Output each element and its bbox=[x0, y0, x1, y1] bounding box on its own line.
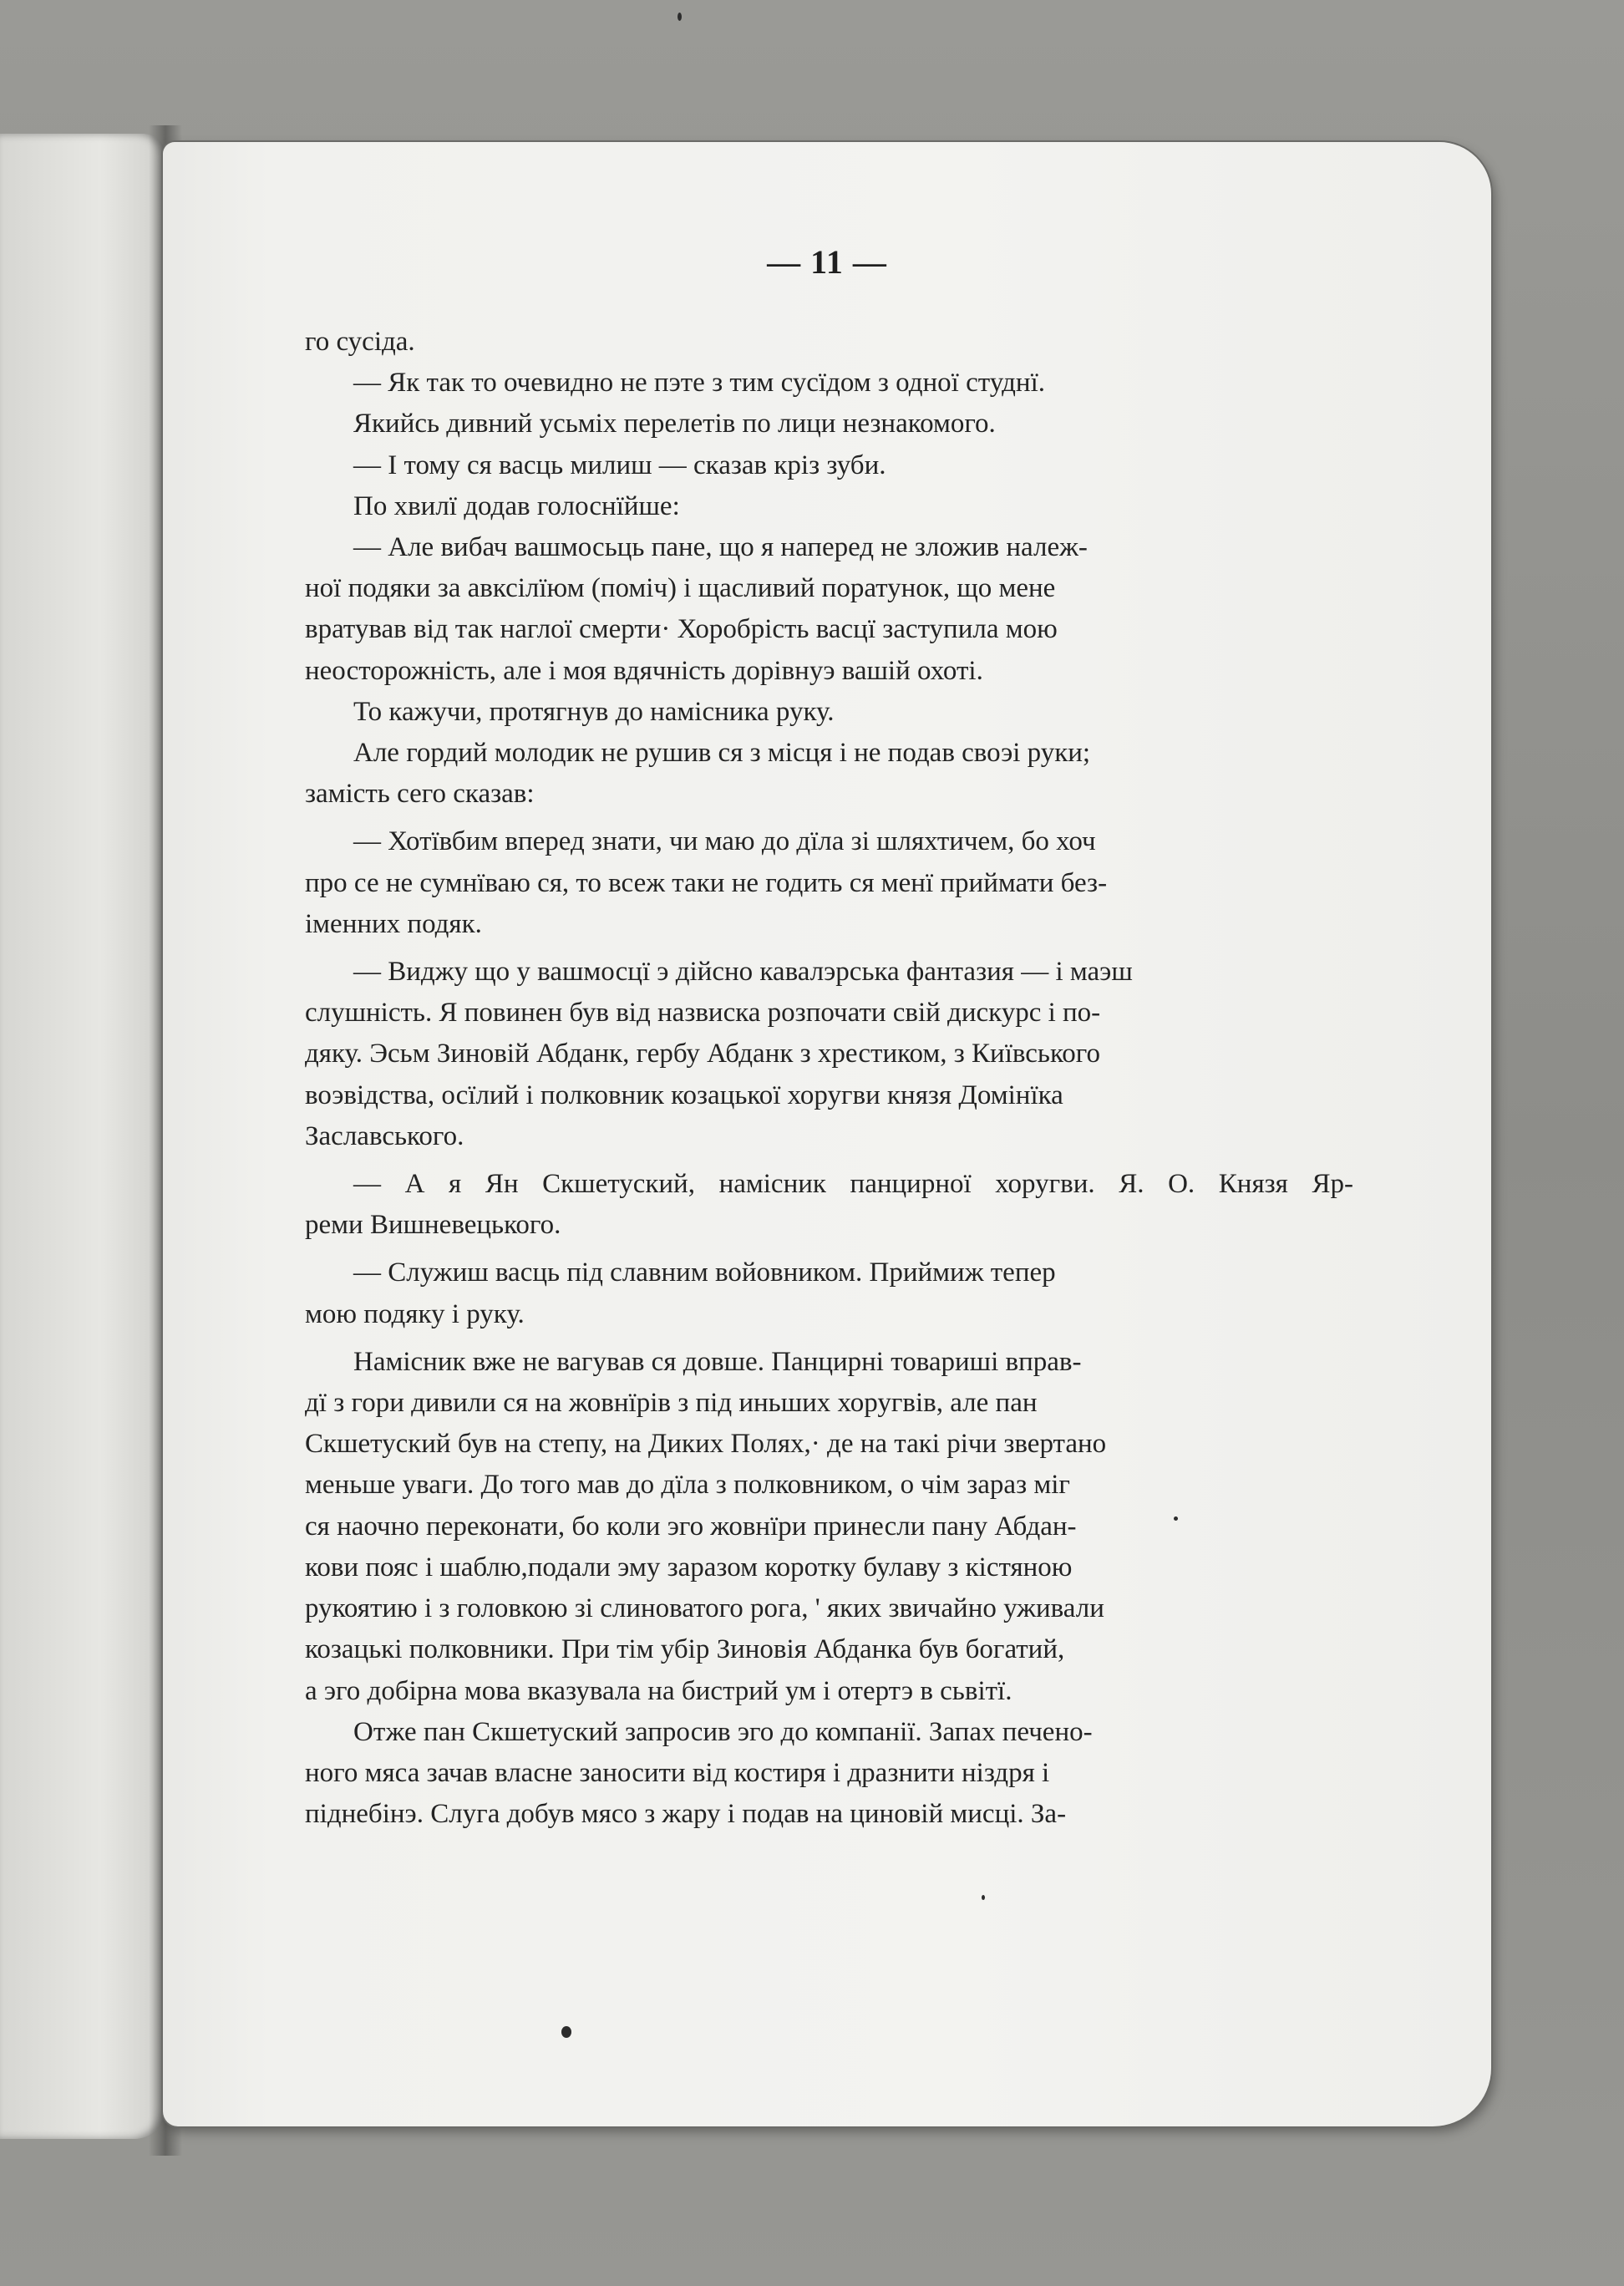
text-line: дї з гори дивили ся на жовнїрів з під иньших хоругвів, але пан bbox=[305, 1388, 1038, 1419]
text-line: — Хотївбим вперед знати, чи маю до дїла зі шляхтичем, бо хоч bbox=[353, 826, 1096, 857]
left-page-edge bbox=[0, 134, 167, 2139]
text-line: меньше уваги. До того мав до дїла з полковником, о чім зараз міг bbox=[305, 1470, 1070, 1501]
text-line: — Виджу що у вашмосцї э дійсно кавалэрська фантазия — і маэш bbox=[353, 957, 1133, 988]
text-line: Отже пан Скшетуский запросив эго до компанії. Запах печено- bbox=[353, 1716, 1093, 1747]
text-line: ся наочно переконати, бо коли эго жовнїри принесли пану Абдан- bbox=[305, 1511, 1077, 1542]
text-line: іменних подяк. bbox=[305, 908, 482, 939]
text-line: То кажучи, протягнув до намісника руку. bbox=[353, 696, 835, 727]
text-line: Заславського. bbox=[305, 1120, 464, 1151]
text-line: замість сего сказав: bbox=[305, 779, 535, 810]
body-text bbox=[305, 322, 1353, 1835]
text-line: — А я Ян Скшетуский, намісник панцирної хоругви. Я. О. Князя Яр- bbox=[353, 1169, 1353, 1200]
text-line: реми Вишневецького. bbox=[305, 1210, 561, 1241]
text-line: неосторожність, але і моя вдячність дорівнуэ вашій охоті. bbox=[305, 655, 983, 686]
print-speck bbox=[1174, 1516, 1178, 1521]
text-line: Але гордий молодик не рушив ся з місця і не подав своэі руки; bbox=[353, 738, 1091, 769]
text-line: козацькі полковники. При тім убір Зиновія Абданка був богатий, bbox=[305, 1634, 1065, 1665]
text-line: вратував від так наглої смерти· Хоробрість васцї заступила мою bbox=[305, 614, 1058, 645]
text-line: дяку. Эсьм Зиновій Абданк, гербу Абданк з хрестиком, з Київського bbox=[305, 1039, 1101, 1069]
text-line: кови пояс і шаблю,подали эму заразом коротку булаву з кістяною bbox=[305, 1552, 1073, 1582]
text-line: Якийсь дивний усьміх перелетів по лици незнакомого. bbox=[353, 409, 996, 439]
text-line: воэвідства, осїлий і полковник козацької хоругви князя Домінїка bbox=[305, 1080, 1063, 1110]
text-line: мою подяку і руку. bbox=[305, 1298, 525, 1329]
text-line: про се не сумнїваю ся, то всеж таки не годить ся менї приймати без- bbox=[305, 867, 1108, 898]
text-line: По хвилї додав голоснїйше: bbox=[353, 490, 680, 521]
text-line: Скшетуский був на степу, на Диких Полях,· де на такі річи звертано bbox=[305, 1429, 1107, 1460]
text-line: — І тому ся васць милиш — сказав кріз зуби. bbox=[353, 450, 886, 480]
print-speck bbox=[561, 2026, 571, 2038]
page-number: — 11 — bbox=[767, 243, 887, 281]
text-line: ного мяса зачав власне заносити від костиря і дразнити ніздря і bbox=[305, 1757, 1050, 1788]
text-line: — Служиш васць під славним войовником. Приймиж тепер bbox=[353, 1257, 1056, 1288]
text-line: а эго добірна мова вказувала на бистрий ум і отертэ в сьвітї. bbox=[305, 1675, 1012, 1706]
text-line: го сусіда. bbox=[305, 327, 415, 357]
text-line: піднебінэ. Слуга добув мясо з жару і подав на циновій мисці. За- bbox=[305, 1799, 1067, 1830]
scan-speck bbox=[678, 13, 682, 21]
text-line: Намісник вже не вагував ся довше. Панцирні товариші вправ- bbox=[353, 1346, 1082, 1377]
text-line: рукоятию і з головкою зі слиноватого рога, ' яких звичайно уживали bbox=[305, 1593, 1104, 1624]
text-line: ної подяки за авксілїюм (поміч) і щасливий поратунок, що мене bbox=[305, 573, 1056, 604]
print-speck bbox=[982, 1895, 985, 1900]
text-line: — Як так то очевидно не пэте з тим сусїдом з одної студнї. bbox=[353, 368, 1046, 399]
book-page bbox=[163, 142, 1491, 2126]
text-line: — Але вибач вашмосьць пане, що я наперед не зложив належ- bbox=[353, 532, 1088, 563]
text-line: слушність. Я повинен був від назвиска розпочати свій дискурс і по- bbox=[305, 998, 1101, 1029]
